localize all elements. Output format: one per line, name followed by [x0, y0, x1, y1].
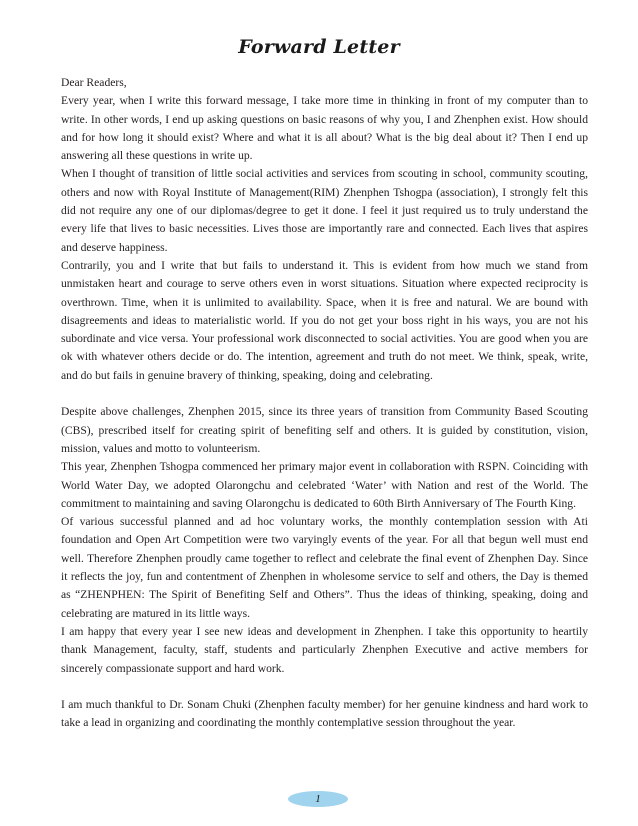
page-number-badge: 1: [288, 791, 348, 807]
salutation: Dear Readers,: [61, 76, 127, 89]
letter-body: [61, 74, 588, 733]
paragraph: When I thought of transition of little social activities and services from scouting in school, community scouting, others and now with Royal Institute of Management(RIM) Zhenphen Tshogpa (association), I strongly felt this did not require any one of our diplomas/degree to get it done. I feel it just required us to truly understand the every life that lives to basic necessities. Lives those are importantly rare and connected. Each lives that aspires and deserve happiness.: [61, 167, 588, 254]
paragraph: Despite above challenges, Zhenphen 2015, since its three years of transition from Community Based Scouting (CBS), prescribed itself for creating spirit of benefiting self and others. It is guided by constitution, vision, mission, values and motto to volunteerism.: [61, 405, 588, 455]
paragraph: Of various successful planned and ad hoc voluntary works, the monthly contemplation session with Ati foundation and Open Art Competition were two varyingly events of the year. For all that begun well must end well. Therefore Zhenphen proudly came together to reflect and celebrate the final event of Zhenphen Day. Since it reflects the joy, fun and contentment of Zhenphen in wholesome service to self and others, the Day is themed as “ZHENPHEN: The Spirit of Benefiting Self and Others”. Thus the ideas of thinking, speaking, doing and celebrating are matured in its little ways.: [61, 515, 588, 620]
paragraph: I am happy that every year I see new ideas and development in Zhenphen. I take this opportunity to heartily thank Management, faculty, staff, students and particularly Zhenphen Executive and active members for sincerely compassionate support and hard work.: [61, 624, 588, 675]
paragraph: Contrarily, you and I write that but fails to understand it. This is evident from how much we stand from unmistaken heart and courage to serve others even in worst situations. Situation where expected reciprocity is overthrown. Time, when it is unlimited to availability. Space, when it is free and natural. We are bound with disagreements and ideas to materialistic world. If you do not get your boss right in his ways, you are not his subordinate and vice versa. Your professional work disconnected to social activities. You are good when you are ok with whatever others decide or do. The intention, agreement and truth do not meet. We think, speak, write, and do but fails in genuine bravery of thinking, speaking, doing and celebrating.: [61, 258, 588, 382]
paragraph: This year, Zhenphen Tshogpa commenced her primary major event in collaboration with RSPN. Coinciding with World Water Day, we adopted Olarongchu and celebrated ‘Water’ with Nation and rest of the World. The commitment to maintaining and saving Olarongchu is dedicated to 60th Birth Anniversary of The Fourth King.: [61, 460, 588, 510]
paragraph: I am much thankful to Dr. Sonam Chuki (Zhenphen faculty member) for her genuine kindness and hard work to take a lead in organizing and coordinating the monthly contemplative session throughout the year.: [61, 698, 588, 730]
page-title: Forward Letter: [238, 36, 400, 58]
paragraph: Every year, when I write this forward message, I take more time in thinking in front of my computer than to write. In other words, I end up asking questions on basic reasons of why you, I and Zhenphen exist. How should and for how long it should exist? Where and what it is all about? What is the big deal about it? Then I end up answering all these questions in write up.: [61, 94, 588, 163]
